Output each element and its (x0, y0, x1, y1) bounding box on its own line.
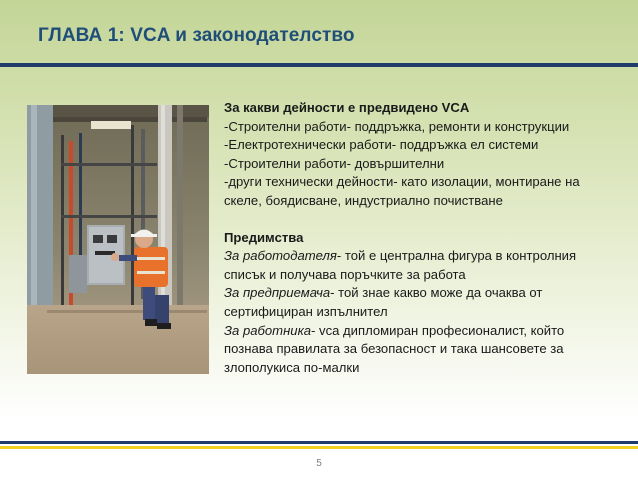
title-divider (0, 63, 638, 67)
footer-divider-yellow (0, 446, 638, 449)
activities-heading: За какви дейности е предвидено VCA (224, 100, 470, 115)
activity-item: -Електротехнически работи- поддръжка ел системи (224, 137, 539, 153)
activity-item: -други технически дейности- като изолации, монтиране на (224, 174, 580, 190)
entrepreneur-label: За предприемача (224, 285, 331, 301)
slide-title: ГЛАВА 1: VCA и законодателство (38, 25, 355, 46)
worker-text: - vca дипломиран професионалист, който (311, 322, 565, 338)
advantage-entrepreneur (224, 284, 624, 303)
employer-label: За работодателя (224, 248, 337, 264)
advantage-worker-continued: познава правилата за безопасност и така шансовете за (224, 341, 564, 357)
advantage-worker (224, 322, 624, 341)
activity-item: -Строителни работи- довършителни (224, 155, 445, 171)
footer-divider-navy (0, 441, 638, 444)
worker-photo (27, 105, 209, 374)
worker-label: За работника (224, 322, 312, 338)
advantage-entrepreneur-continued: сертифициран изпълнител (224, 303, 388, 319)
entrepreneur-text: - той знае какво може да очаква от (330, 285, 543, 301)
activity-item: -Строителни работи- поддръжка, ремонти и конструкции (224, 118, 570, 134)
slide-content (224, 99, 624, 377)
page-number: 5 (316, 458, 322, 469)
advantage-employer (224, 247, 624, 266)
advantage-worker-continued: злополукиса по-малки (224, 359, 360, 375)
advantage-employer-continued: списък и получава поръчките за работа (224, 266, 466, 282)
paragraph-gap (224, 211, 624, 229)
advantages-heading: Предимства (224, 229, 304, 245)
employer-text: - той е централна фигура в контролния (336, 248, 577, 264)
activity-item-continued: скеле, боядисване, индустриално почистване (224, 192, 503, 208)
